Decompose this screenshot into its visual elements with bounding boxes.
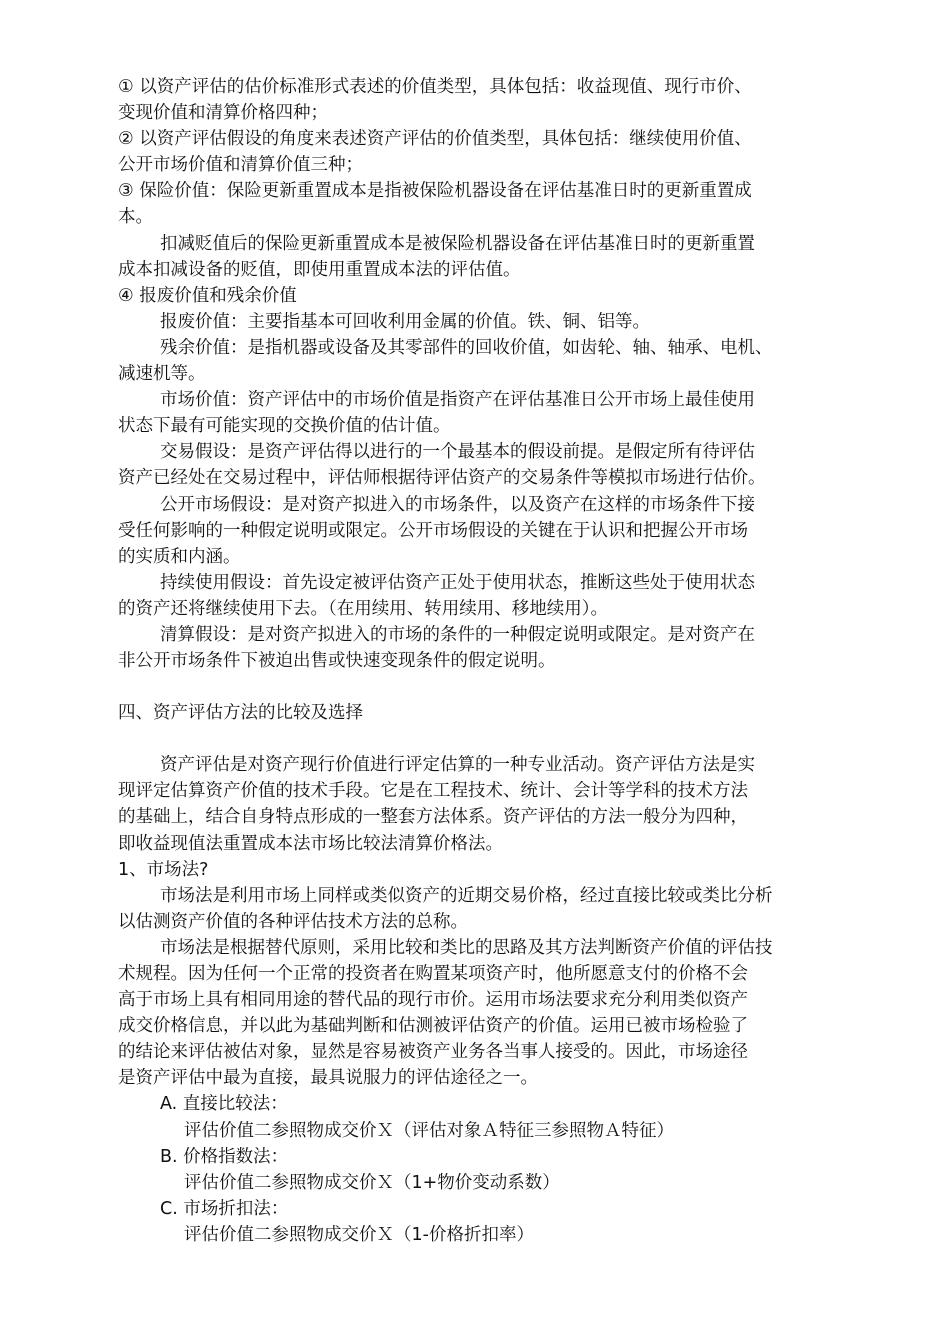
- text-line: 的实质和内涵。: [118, 546, 241, 567]
- formula-line: 评估价值二参照物成交价Ｘ（1+物价变动系数）: [184, 1172, 560, 1193]
- document-body: [118, 74, 834, 1248]
- paragraph-line: 资产评估是对资产现行价值进行评定估算的一种专业活动。资产评估方法是实: [160, 755, 755, 776]
- text-line: 公开市场价值和清算价值三种；: [118, 155, 363, 176]
- list-item-4: ④ 报废价值和残余价值: [118, 285, 297, 306]
- paragraph-line: 残余价值：是指机器或设备及其零部件的回收价值，如齿轮、轴、轴承、电机、: [160, 337, 773, 358]
- text-line: 的结论来评估被估对象，显然是容易被资产业务各当事人接受的。因此，市场途径: [118, 1042, 748, 1063]
- paragraph-line: 公开市场假设：是对资产拟进入的市场条件，以及资产在这样的市场条件下接: [160, 494, 755, 515]
- spacer: [118, 674, 834, 700]
- text-line: 本。: [118, 207, 153, 228]
- text-line: 即收益现值法重置成本法市场比较法清算价格法。: [118, 833, 503, 854]
- text-line: 非公开市场条件下被迫出售或快速变现条件的假定说明。: [118, 651, 556, 672]
- list-item-2: ② 以资产评估假设的角度来表述资产评估的价值类型，具体包括：继续使用价值、: [118, 129, 752, 150]
- text-line: 的基础上，结合自身特点形成的一整套方法体系。资产评估的方法一般分为四种，: [118, 807, 748, 828]
- paragraph-line: 报废价值：主要指基本可回收利用金属的价值。铁、铜、铝等。: [160, 311, 650, 332]
- spacer: [118, 726, 834, 752]
- paragraph-line: 扣减贬值后的保险更新重置成本是被保险机器设备在评估基准日时的更新重置: [160, 233, 755, 254]
- paragraph-line: 市场价值：资产评估中的市场价值是指资产在评估基准日公开市场上最佳使用: [160, 390, 755, 411]
- text-line: 的资产还将继续使用下去。（在用续用、转用续用、移地续用）。: [118, 598, 608, 619]
- subsection-heading: 1、市场法?: [118, 859, 209, 880]
- paragraph-line: 清算假设：是对资产拟进入的市场的条件的一种假定说明或限定。是对资产在: [160, 624, 755, 645]
- text-line: 资产已经处在交易过程中，评估师根据待评估资产的交易条件等模拟市场进行估价。: [118, 468, 766, 489]
- method-heading-c: C. 市场折扣法：: [160, 1198, 289, 1219]
- list-item-1: ① 以资产评估的估价标准形式表述的价值类型，具体包括：收益现值、现行市价、: [118, 77, 752, 97]
- list-item-3: ③ 保险价值：保险更新重置成本是指被保险机器设备在评估基准日时的更新重置成: [118, 181, 752, 202]
- paragraph-line: 市场法是根据替代原则，采用比较和类比的思路及其方法判断资产价值的评估技: [160, 937, 773, 958]
- paragraph-line: 持续使用假设：首先设定被评估资产正处于使用状态，推断这些处于使用状态: [160, 572, 755, 593]
- formula-line: 评估价值二参照物成交价Ｘ（评估对象Ａ特征三参照物Ａ特征）: [184, 1120, 674, 1141]
- text-line: 成本扣减设备的贬值，即使用重置成本法的评估值。: [118, 259, 521, 280]
- paragraph-line: 市场法是利用市场上同样或类似资产的近期交易价格，经过直接比较或类比分析: [160, 885, 773, 906]
- text-line: 受任何影响的一种假定说明或限定。公开市场假设的关键在于认识和把握公开市场: [118, 520, 748, 541]
- text-line: 现评定估算资产价值的技术手段。它是在工程技术、统计、会计等学科的技术方法: [118, 781, 748, 802]
- section-heading: 四、资产评估方法的比较及选择: [118, 703, 363, 724]
- text-line: 减速机等。: [118, 364, 206, 385]
- text-line: 高于市场上具有相同用途的替代品的现行市价。运用市场法要求充分利用类似资产: [118, 990, 748, 1011]
- method-heading-b: B. 价格指数法：: [160, 1146, 289, 1167]
- text-line: 状态下最有可能实现的交换价值的估计值。: [118, 416, 451, 437]
- method-heading-a: A. 直接比较法：: [160, 1094, 288, 1115]
- paragraph-line: 交易假设：是资产评估得以进行的一个最基本的假设前提。是假定所有待评估: [160, 442, 755, 463]
- text-line: 术规程。因为任何一个正常的投资者在购置某项资产时，他所愿意支付的价格不会: [118, 964, 748, 984]
- formula-line: 评估价值二参照物成交价Ｘ（1-价格折扣率）: [184, 1224, 534, 1245]
- text-line: 成交价格信息，并以此为基础判断和估测被评估资产的价值。运用已被市场检验了: [118, 1016, 748, 1037]
- text-line: 以估测资产价值的各种评估技术方法的总称。: [118, 911, 468, 932]
- text-line: 是资产评估中最为直接，最具说服力的评估途径之一。: [118, 1068, 538, 1089]
- text-line: 变现价值和清算价格四种；: [118, 103, 328, 124]
